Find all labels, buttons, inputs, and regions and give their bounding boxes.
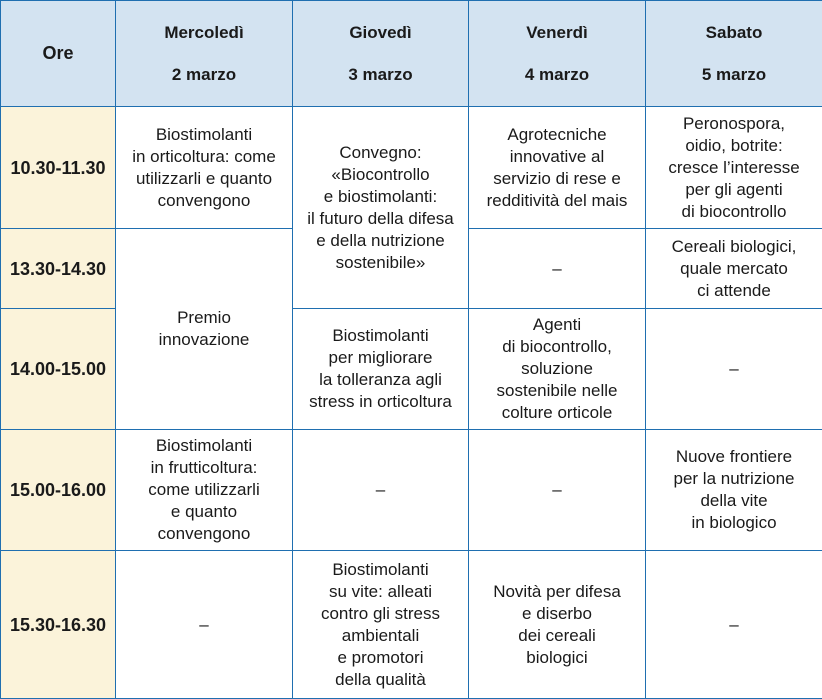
- event-cell: Agrotecniche innovative al servizio di rese e redditività del mais: [469, 107, 646, 229]
- day-date: 2 marzo: [119, 64, 289, 85]
- event-cell-empty: –: [293, 430, 469, 551]
- day-name: Sabato: [649, 22, 819, 43]
- event-cell: Biostimolanti in frutticoltura: come utilizzarli e quanto convengono: [116, 430, 293, 551]
- table-row: [1, 551, 822, 699]
- day-name: Venerdì: [472, 22, 642, 43]
- time-slot: 14.00-15.00: [1, 309, 116, 430]
- day-header-wednesday: [116, 1, 293, 107]
- time-slot: 13.30-14.30: [1, 229, 116, 309]
- event-cell: Premio innovazione: [116, 229, 293, 430]
- event-cell: Novità per difesa e diserbo dei cereali biologici: [469, 551, 646, 699]
- day-name: Giovedì: [296, 22, 465, 43]
- time-slot: 10.30-11.30: [1, 107, 116, 229]
- event-cell: Cereali biologici, quale mercato ci attende: [646, 229, 822, 309]
- table-row: [1, 107, 822, 229]
- event-cell-empty: –: [469, 430, 646, 551]
- day-header-thursday: [293, 1, 469, 107]
- event-cell-empty: –: [646, 309, 822, 430]
- event-cell: Nuove frontiere per la nutrizione della vite in biologico: [646, 430, 822, 551]
- day-name: Mercoledì: [119, 22, 289, 43]
- event-cell-empty: –: [646, 551, 822, 699]
- time-slot: 15.30-16.30: [1, 551, 116, 699]
- day-date: 4 marzo: [472, 64, 642, 85]
- event-cell: Biostimolanti per migliorare la tolleranza agli stress in orticoltura: [293, 309, 469, 430]
- event-cell: Agenti di biocontrollo, soluzione sostenibile nelle colture orticole: [469, 309, 646, 430]
- day-header-saturday: [646, 1, 822, 107]
- day-header-friday: [469, 1, 646, 107]
- event-cell: Peronospora, oidio, botrite: cresce l’interesse per gli agenti di biocontrollo: [646, 107, 822, 229]
- hours-column-header: Ore: [1, 1, 116, 107]
- day-date: 5 marzo: [649, 64, 819, 85]
- event-cell: Biostimolanti su vite: alleati contro gli stress ambientali e promotori della qualità: [293, 551, 469, 699]
- table-row: [1, 430, 822, 551]
- header-row: [1, 1, 822, 107]
- event-cell: Convegno: «Biocontrollo e biostimolanti: il futuro della difesa e della nutrizione sostenibile»: [293, 107, 469, 309]
- event-cell-empty: –: [469, 229, 646, 309]
- time-slot: 15.00-16.00: [1, 430, 116, 551]
- event-cell: Biostimolanti in orticoltura: come utilizzarli e quanto convengono: [116, 107, 293, 229]
- event-cell-empty: –: [116, 551, 293, 699]
- day-date: 3 marzo: [296, 64, 465, 85]
